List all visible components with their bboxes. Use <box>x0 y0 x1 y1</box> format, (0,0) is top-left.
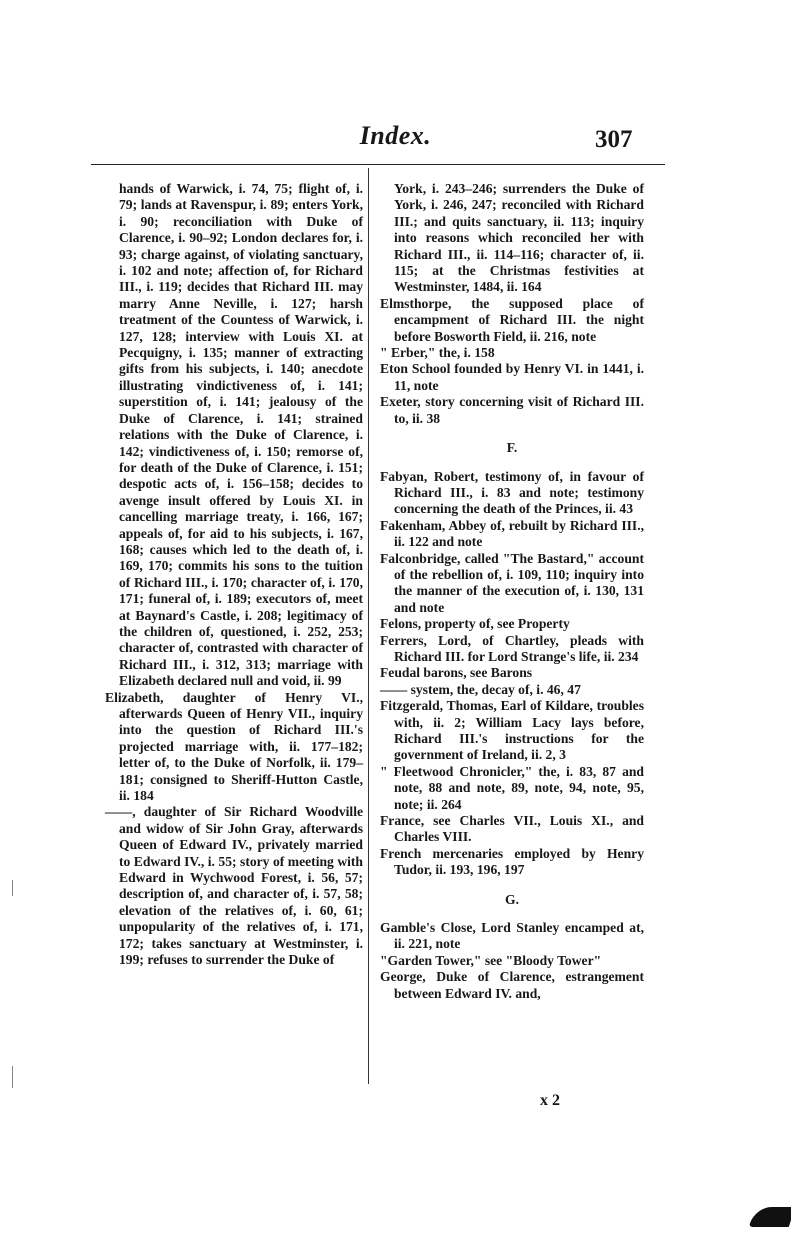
margin-tick <box>12 1066 13 1088</box>
index-entry: French mercenaries employed by Henry Tudor, ii. 193, 196, 197 <box>380 845 644 878</box>
header-rule <box>91 164 665 165</box>
index-entry: —— system, the, decay of, i. 46, 47 <box>380 681 581 697</box>
index-column-right <box>380 181 644 1002</box>
index-entry: Falconbridge, called "The Bastard," account of the rebellion of, i. 109, 110; inquiry into the manner of the execution of, i. 130, 131 and note <box>380 550 644 615</box>
index-entry: Eton School founded by Henry VI. in 1441, i. 11, note <box>380 361 644 393</box>
index-entry: hands of Warwick, i. 74, 75; flight of, i. 79; lands at Ravenspur, i. 89; enters York, i. 90; reconciliation with Duke of Clarence, i. 90–92; London declares for, i. 93; charge against, of violating sanctuary, i. 102 and note; affection of, for Richard III., i. 119; decides that Richard III. may marry Anne Neville, i. 127; harsh treatment of the Countess of Warwick, i. 127, 128; interview with Louis XI. at Pecquigny, i. 135; manner of extracting gifts from his subjects, i. 140; anecdote illustrating vindictiveness of, i. 141; superstition of, i. 141; jealousy of the Duke of Clarence, i. 141; strained relations with the Duke of Clarence, i. 142; vindictiveness of, i. 150; remorse of, for death of the Duke of Clarence, i. 151; despotic acts of, i. 156–158; decides to avenge insult offered by Louis XI. in cancelling marriage treaty, i. 166, 167; appeals of, for aid to his subjects, i. 167, 168; causes which led to the death of, i. 169, 170; commits his sons to the tuition of Richard III., i. 170; character of, i. 170, 171; funeral of, i. 189; executors of, meet at Baynard's Castle, i. 208; legitimacy of the children of, questioned, i. 252, 253; character of, contrasted with character of Richard III., i. 312, 313; marriage with Elizabeth declared null and void, ii. 99 <box>119 181 363 689</box>
index-entry: " Erber," the, i. 158 <box>380 345 495 361</box>
running-title: Index. <box>359 121 432 150</box>
page-number: 307 <box>595 126 633 153</box>
index-column-left <box>105 181 363 969</box>
margin-tick <box>12 880 13 896</box>
index-entry: Fakenham, Abbey of, rebuilt by Richard III., ii. 122 and note <box>380 517 644 550</box>
index-entry: Exeter, story concerning visit of Richard III. to, ii. 38 <box>380 394 644 426</box>
index-entry: Feudal barons, see Barons <box>380 665 533 681</box>
signature-mark: x 2 <box>540 1092 560 1109</box>
index-entry: Ferrers, Lord, of Chartley, pleads with Richard III. for Lord Strange's life, ii. 234 <box>380 632 644 664</box>
index-entry: Fabyan, Robert, testimony of, in favour of Richard III., i. 83 and note; testimony concerning the death of the Princes, ii. 43 <box>380 468 644 517</box>
index-entry: Fitzgerald, Thomas, Earl of Kildare, troubles with, ii. 2; William Lacy lays before, Richard III.'s instructions for the government of Ireland, ii. 2, 3 <box>380 698 644 763</box>
index-entry: Gamble's Close, Lord Stanley encamped at, ii. 221, note <box>380 920 644 952</box>
index-entry: Elizabeth, daughter of Henry VI., afterwards Queen of Henry VII., inquiry into the question of Richard III.'s projected marriage with, ii. 177–182; letter of, to the Duke of Norfolk, ii. 179–181; consigned to Sheriff-Hutton Castle, ii. 184 <box>105 689 363 804</box>
index-entry: "Garden Tower," see "Bloody Tower" <box>380 952 602 968</box>
column-divider <box>368 168 369 1084</box>
index-entry: York, i. 243–246; surrenders the Duke of York, i. 246, 247; reconciled with Richard III.; and quits sanctuary, ii. 113; inquiry into reasons which reconciled her with Richard III., ii. 114–116; character of, ii. 115; at the Christmas festivities at Westminster, 1484, ii. 164 <box>394 181 644 295</box>
page-corner-mark <box>749 1207 791 1227</box>
index-entry: George, Duke of Clarence, estrangement between Edward IV. and, <box>380 969 644 1001</box>
index-entry: France, see Charles VII., Louis XI., and Charles VIII. <box>380 813 644 845</box>
index-entry: Felons, property of, see Property <box>380 616 570 632</box>
index-entry: ——, daughter of Sir Richard Woodville and widow of Sir John Gray, afterwards Queen of Edward IV., privately married to Edward IV., i. 55; story of meeting with Edward in Wychwood Forest, i. 56, 57; description of, and character of, i. 57, 58; elevation of the relatives of, i. 60, 61; unpopularity of the relatives of, i. 171, 172; takes sanctuary at Westminster, i. 199; refuses to surrender the Duke of <box>105 804 363 968</box>
index-entry: Elmsthorpe, the supposed place of encampment of Richard III. the night before Bosworth Field, ii. 216, note <box>380 295 644 344</box>
section-letter-heading: F. <box>506 440 518 456</box>
index-entry: " Fleetwood Chronicler," the, i. 83, 87 and note, 88 and note, 89, note, 94, note, 95, note; ii. 264 <box>380 763 644 812</box>
section-letter-heading: G. <box>505 891 519 907</box>
